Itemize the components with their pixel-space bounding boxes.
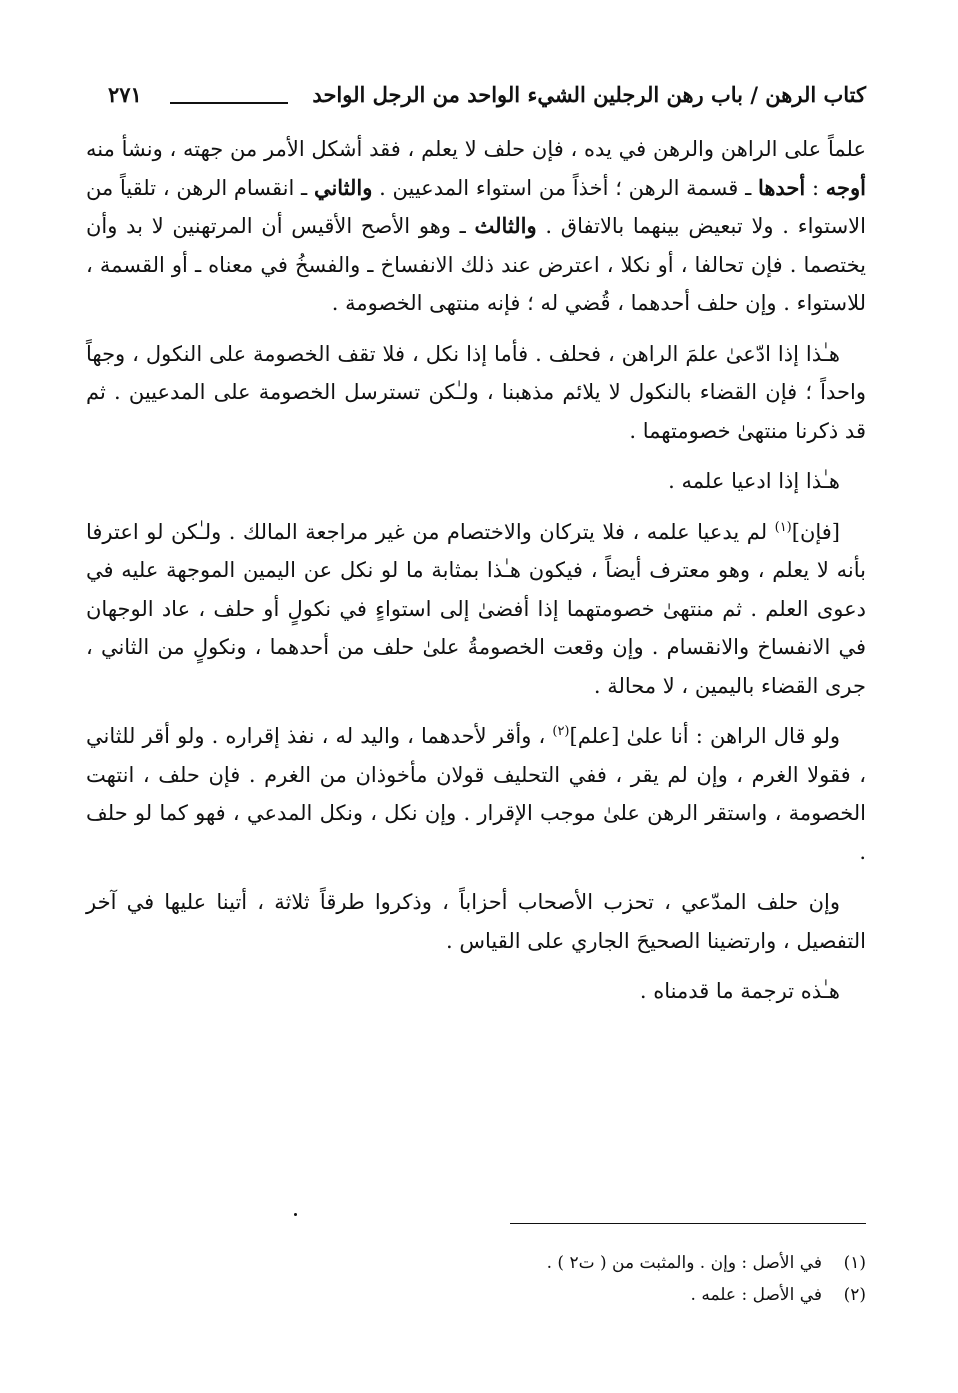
text-run: ـ انقسام الرهن ، تلقياً من الاستواء . ولا تبعيض بينهما بالاتفاق . — [86, 175, 866, 238]
paragraph-5 — [86, 717, 866, 871]
text-run: علماً على الراهن والرهن في يده ، فإن حلف لا يعلم ، فقد أشكل الأمر من جهته ، ونشأ منه — [86, 137, 866, 161]
paragraph-1 — [86, 130, 866, 323]
bold-term: أوجه — [825, 174, 866, 200]
bold-term: والثاني — [313, 174, 373, 200]
text-run: [فإن] — [791, 519, 840, 544]
paragraph-4 — [86, 513, 866, 706]
bold-term: والثالث — [474, 213, 537, 238]
footnote-text: في الأصل : وإن . والمثبت من ( ت٢ ) . — [546, 1253, 822, 1273]
paragraph-7: هـٰذه ترجمة ما قدمناه . — [639, 979, 840, 1003]
text-run: ـ وهو الأصح الأقيس أن المرتهنين لا بد وأن يختصما . فإن تحالفا ، أو نكلا ، اعترض عند ذلك الانفساخ ـ والفسخُ في معناه ـ أو القسمة ، للاستواء . وإن حلف أحدهما ، قُضي له ؛ فإنه منتهى الخصومة . — [86, 214, 866, 315]
running-header — [108, 82, 866, 122]
header-rule — [170, 102, 288, 104]
text-run: : — [805, 175, 826, 200]
bold-term: أحدها — [757, 174, 806, 200]
page-number: ٢٧١ — [108, 82, 142, 107]
paragraph-2: هـٰذا إذا ادّعىٰ علمَ الراهن ، فحلف . فأما إذا نكل ، فلا تقف الخصومة على النكول ، وجهاً واحداً ؛ فإن القضاء بالنكول لا يلائم مذهبنا ، ولـٰكن تسترسل الخصومة على المدعيين . ثم قد ذكرنا منتهىٰ خصومتهما . — [86, 341, 866, 443]
paragraph-3: هـٰذا إذا ادعيا علمه . — [668, 469, 840, 493]
header-title: كتاب الرهن / باب رهن الرجلين الشيء الواحد من الرجل الواحد — [312, 82, 866, 107]
footnote-ref-2[interactable]: (٢) — [552, 724, 570, 739]
footnote-ref-1[interactable]: (١) — [774, 519, 792, 535]
footnote-number: (١) — [843, 1253, 866, 1273]
text-run: ولو قال الراهن : أنا علىٰ [علم] — [569, 724, 840, 748]
text-run: ، وأقر لأحدهما ، واليد له ، نفذ إقراره . ولو أقر للثاني ، فقولا الغرم ، وإن لم يقر ، ففي التحليف قولان مأخوذان من الغرم . فإن حلف ، انتهت الخصومة ، واستقر الرهن علىٰ موجب الإقرار . وإن نكل ، ونكل المدعي ، فهو كما لو حلف . — [86, 724, 866, 864]
footnote-number: (٢) — [843, 1285, 866, 1305]
footnote-divider — [510, 1223, 866, 1224]
text-run: ـ قسمة الرهن ؛ أخذاً من استواء المدعيين . — [372, 175, 758, 200]
paragraph-6: وإن حلف المدّعي ، تحزب الأصحاب أحزاباً ، وذكروا طرقاً ثلاثة ، أتينا عليها في آخر التفصيل ، وارتضينا الصحيحَ الجاري على القياس . — [86, 890, 866, 953]
footnote-1 — [366, 1247, 866, 1279]
footnotes — [366, 1247, 866, 1311]
text-run: لم يدعيا علمه ، فلا يتركان والاختصام من غير مراجعة المالك . ولـٰكن لو اعترفا بأنه لا يعلم ، وهو معترف أيضاً ، فيكون هـٰذا بمثابة ما لو نكل عن اليمين الموجهة عليه في دعوى العلم . ثم منتهىٰ خصومتهما إذا أفضىٰ إلى استواءٍ في نكولٍ أو حلف ، عاد الوجهان في الانفساخ والانقسام . وإن وقعت الخصومةُ علىٰ حلف من أحدهما ، ونكولٍ من الثاني ، جرى القضاء باليمين ، لا محالة . — [86, 519, 866, 698]
footnote-text: في الأصل : علمه . — [690, 1285, 822, 1305]
stray-mark — [294, 1213, 297, 1216]
footnote-2 — [366, 1279, 866, 1311]
body-text — [86, 130, 866, 1023]
